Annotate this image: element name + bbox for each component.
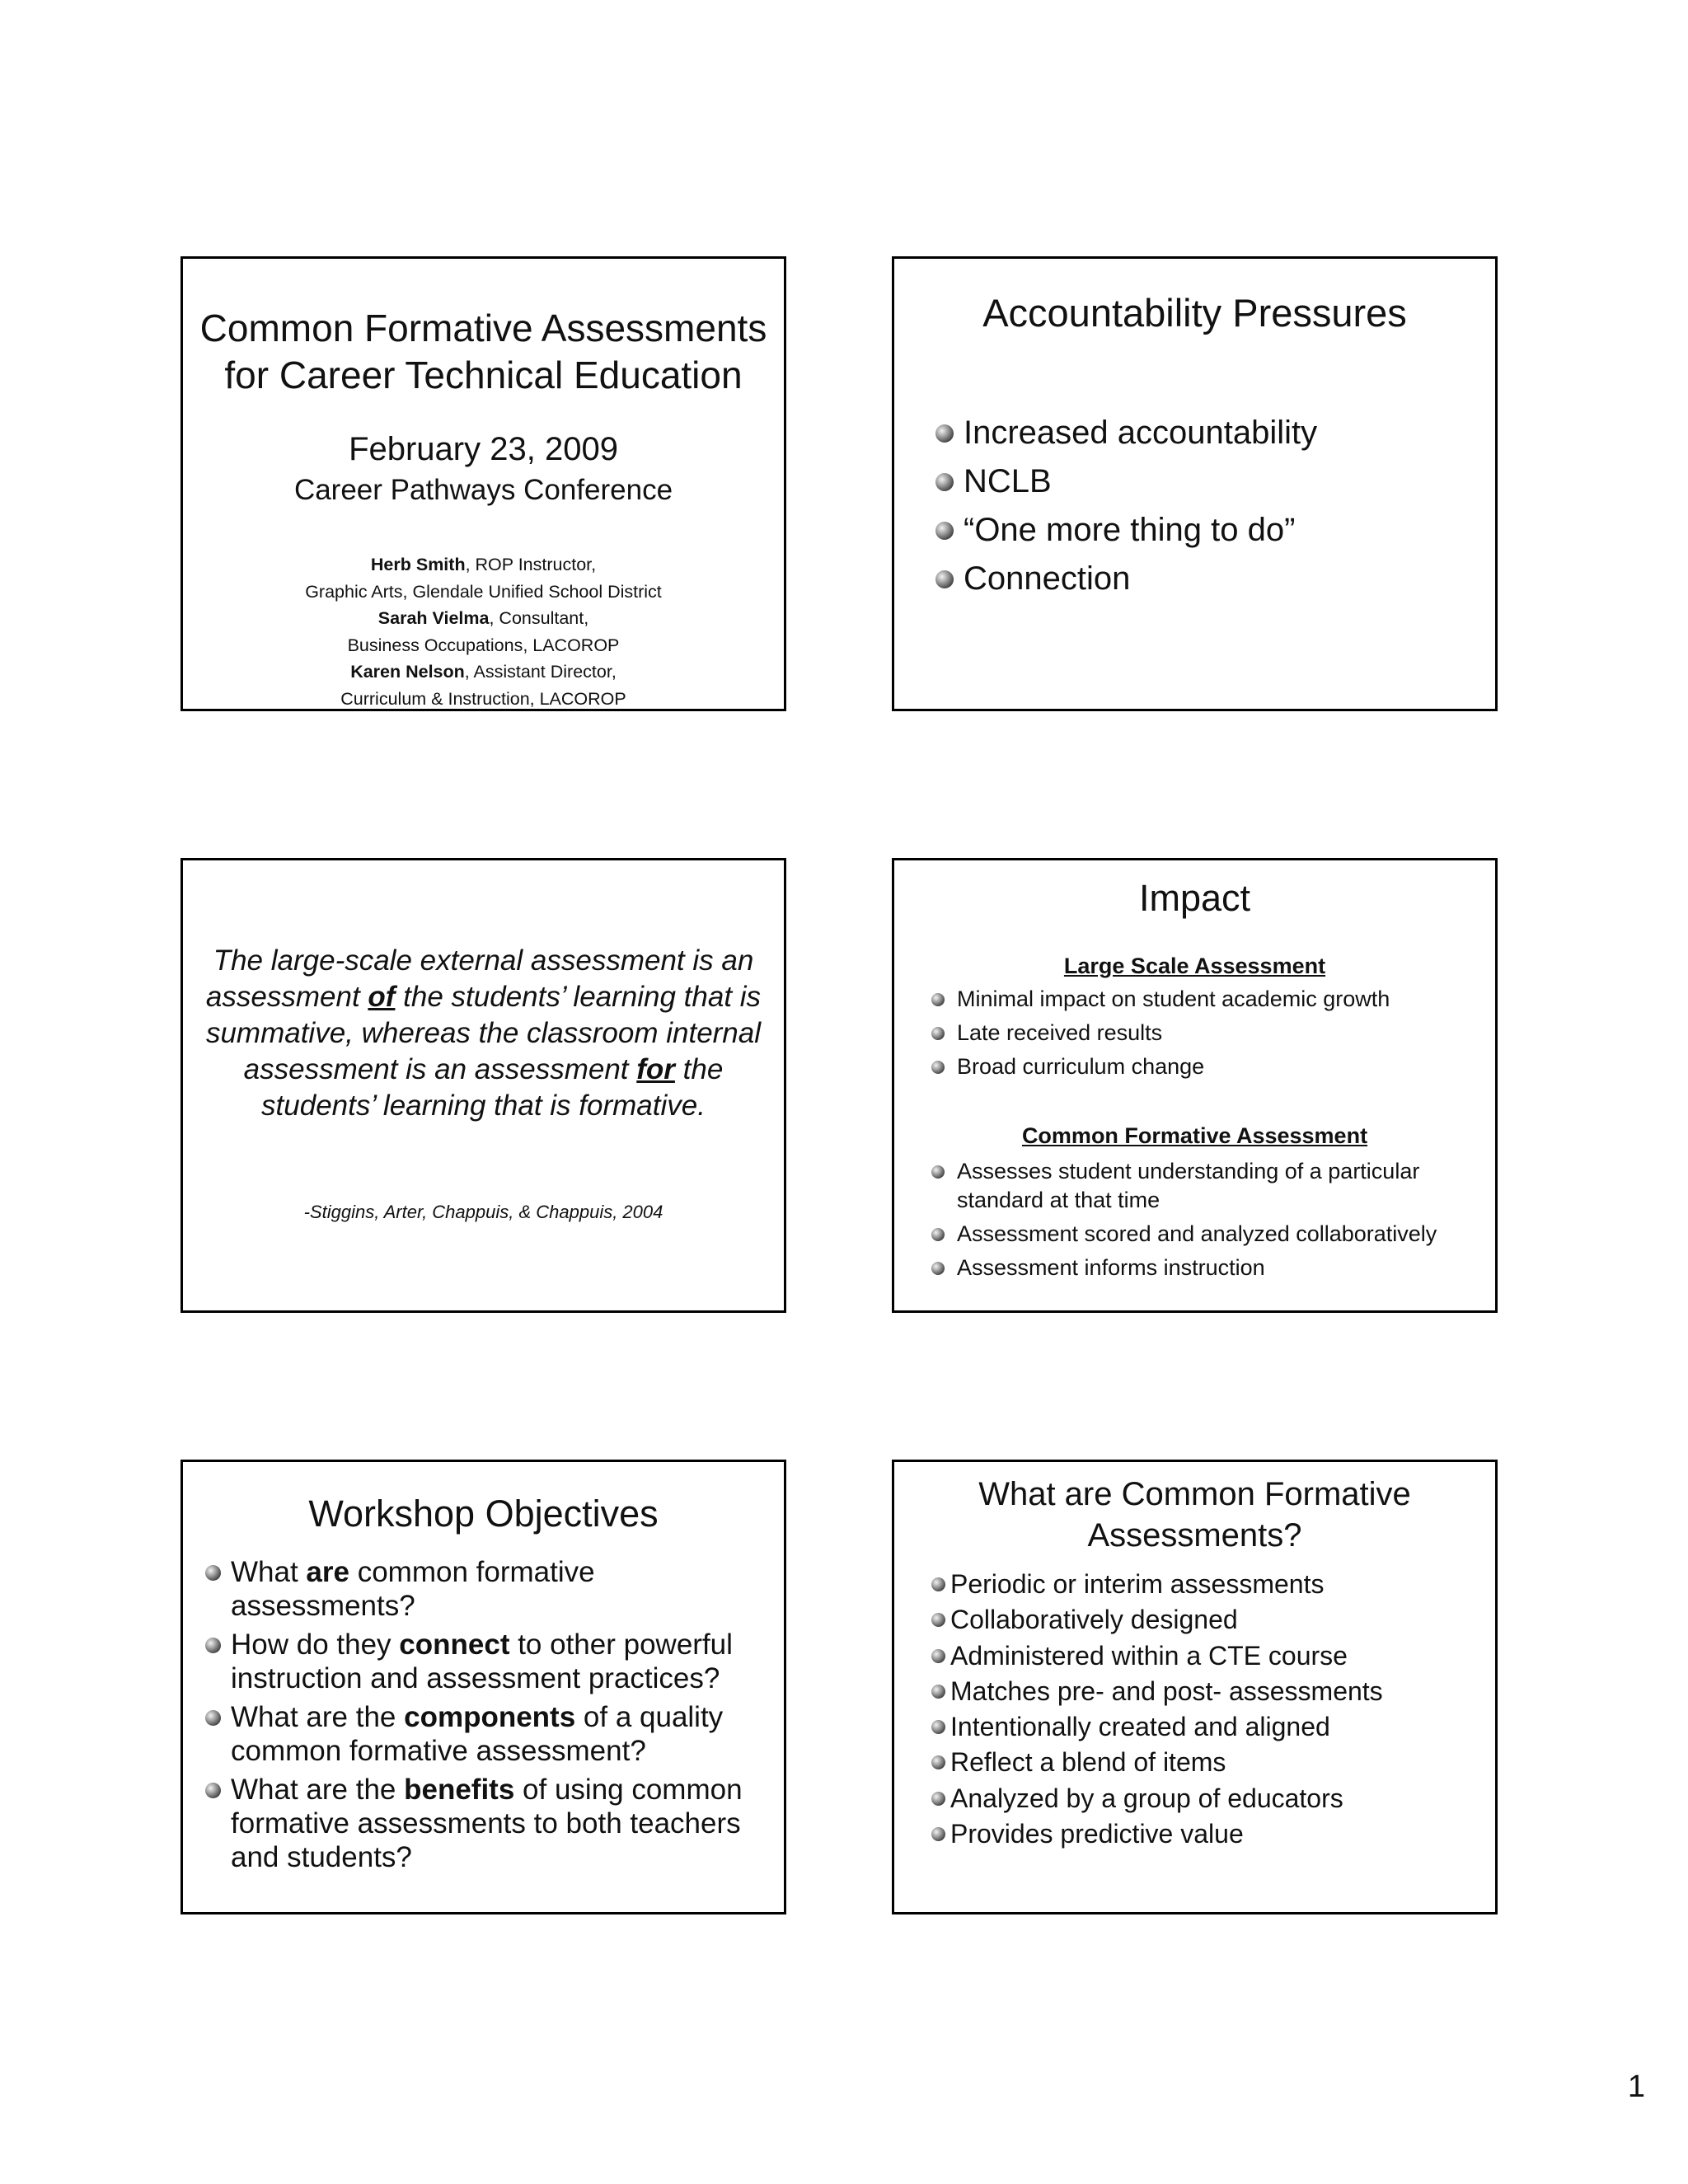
- list-item: What are common formative assessments?: [205, 1555, 767, 1623]
- bullet-icon: [931, 1755, 945, 1769]
- bullet-list: [205, 1555, 767, 1879]
- bullet-icon: [931, 1649, 945, 1663]
- bullet-list: [931, 985, 1479, 1086]
- presenter-line: Sarah Vielma, Consultant,: [377, 608, 589, 628]
- presenter-line: Herb Smith, ROP Instructor,: [370, 555, 597, 574]
- list-item: Minimal impact on student academic growth: [931, 985, 1479, 1014]
- presenter-org: Curriculum & Instruction, LACOROP: [340, 688, 626, 709]
- bullet-icon: [931, 1685, 945, 1699]
- list-item: Reflect a blend of items: [931, 1745, 1479, 1780]
- slide-title: Accountability Pressures: [982, 291, 1407, 335]
- bullet-icon: [205, 1710, 221, 1726]
- list-item: Matches pre- and post- assessments: [931, 1674, 1479, 1709]
- page-number: 1: [1627, 2069, 1645, 2104]
- bullet-icon: [205, 1565, 221, 1581]
- bullet-icon: [931, 993, 945, 1006]
- slide-accountability-pressures: [892, 256, 1498, 711]
- list-item: Provides predictive value: [931, 1816, 1479, 1852]
- bullet-icon: [931, 1262, 945, 1275]
- list-item: Broad curriculum change: [931, 1052, 1479, 1081]
- list-item: What are the benefits of using common formative assessments to both teachers and students?: [205, 1773, 767, 1874]
- list-item: NCLB: [935, 457, 1317, 506]
- conference-name: Career Pathways Conference: [293, 474, 673, 506]
- bullet-icon: [931, 1827, 945, 1841]
- slide-what-are-cfas: [892, 1460, 1498, 1915]
- bullet-icon: [931, 1792, 945, 1806]
- presenter-org: Business Occupations, LACOROP: [347, 635, 620, 655]
- slide-title: [181, 256, 786, 711]
- slide-quote: [181, 858, 786, 1313]
- slide-title: Workshop Objectives: [308, 1493, 659, 1535]
- section-heading-common-formative: Common Formative Assessment: [1021, 1123, 1368, 1148]
- presenter-org: Graphic Arts, Glendale Unified School District: [305, 581, 662, 602]
- slide-title: What are Common Formative Assessments?: [978, 1476, 1411, 1554]
- list-item: Assesses student understanding of a particular standard at that time: [931, 1157, 1479, 1215]
- bullet-icon: [935, 473, 954, 491]
- list-item: Intentionally created and aligned: [931, 1709, 1479, 1745]
- bullet-icon: [931, 1613, 945, 1627]
- presenter-line: Karen Nelson, Assistant Director,: [350, 662, 617, 682]
- list-item: What are the components of a quality common formative assessment?: [205, 1700, 767, 1768]
- list-item: Analyzed by a group of educators: [931, 1781, 1479, 1816]
- bullet-icon: [931, 1720, 945, 1734]
- slide-impact: [892, 858, 1498, 1313]
- bullet-icon: [931, 1577, 945, 1591]
- bullet-icon: [931, 1061, 945, 1074]
- bullet-icon: [931, 1027, 945, 1040]
- presentation-date: February 23, 2009: [349, 431, 618, 467]
- bullet-icon: [205, 1783, 221, 1798]
- list-item: Administered within a CTE course: [931, 1638, 1479, 1674]
- slide-workshop-objectives: [181, 1460, 786, 1915]
- list-item: Assessment informs instruction: [931, 1254, 1479, 1282]
- bullet-icon: [935, 424, 954, 443]
- list-item: Connection: [935, 555, 1317, 603]
- list-item: Collaboratively designed: [931, 1602, 1479, 1638]
- slide-title: Impact: [1138, 877, 1251, 919]
- bullet-icon: [931, 1228, 945, 1241]
- bullet-list: [935, 409, 1317, 603]
- bullet-list: [931, 1157, 1479, 1287]
- quote-text: The large-scale external assessment is an assessment of the students’ learning that is summative, whereas the classroom internal assessment is an assessment for the students’ learning that is formative.: [205, 944, 762, 1122]
- list-item: Periodic or interim assessments: [931, 1567, 1479, 1602]
- bullet-list: [931, 1567, 1479, 1852]
- quote-citation: -Stiggins, Arter, Chappuis, & Chappuis, 2004: [303, 1202, 663, 1222]
- presentation-title: Common Formative Assessments for Career Technical Education: [199, 307, 767, 396]
- list-item: Late received results: [931, 1019, 1479, 1047]
- bullet-icon: [935, 522, 954, 540]
- list-item: Assessment scored and analyzed collaboratively: [931, 1220, 1479, 1249]
- section-heading-large-scale: Large Scale Assessment: [1063, 954, 1326, 978]
- list-item: Increased accountability: [935, 409, 1317, 457]
- presenters: [183, 551, 784, 711]
- list-item: “One more thing to do”: [935, 506, 1317, 555]
- bullet-icon: [205, 1638, 221, 1653]
- list-item: How do they connect to other powerful instruction and assessment practices?: [205, 1628, 767, 1695]
- bullet-icon: [935, 570, 954, 588]
- bullet-icon: [931, 1165, 945, 1179]
